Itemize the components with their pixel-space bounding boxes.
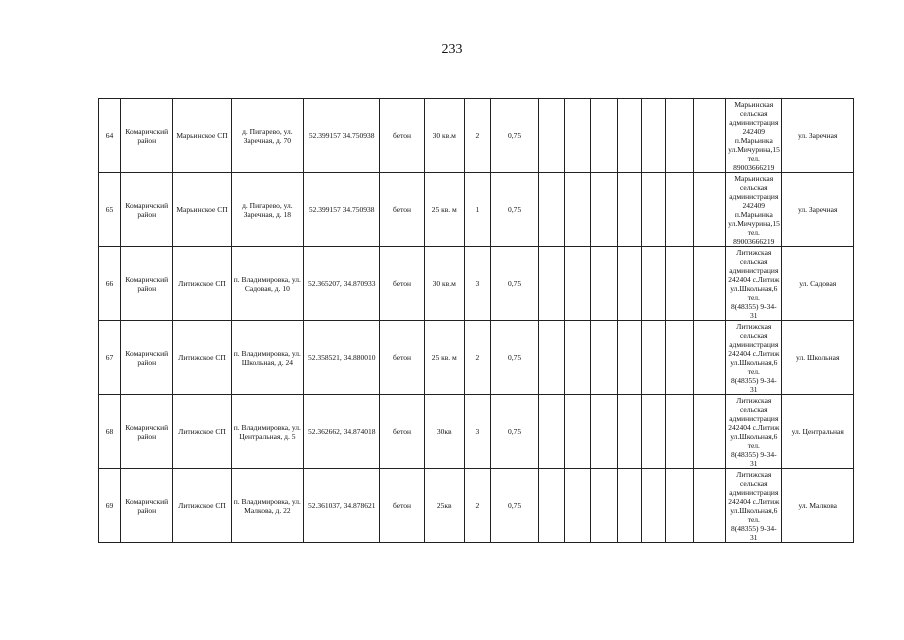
empty-cell	[591, 321, 617, 395]
area-cell: 30 кв.м	[424, 99, 464, 173]
table-row	[99, 247, 854, 321]
address-cell: п. Владимировка, ул. Центральная, д. 5	[231, 395, 303, 469]
row-number: 68	[99, 395, 121, 469]
row-number: 65	[99, 173, 121, 247]
administration-cell: Литижская сельская администрация 242404 с.Литиж ул.Школьная,6 тел. 8(48355) 9-34-31	[726, 395, 782, 469]
district-cell: Комаричский район	[121, 321, 173, 395]
empty-cell	[665, 99, 693, 173]
area-cell: 25кв	[424, 469, 464, 543]
coordinates-cell: 52.399157 34.750938	[304, 173, 380, 247]
district-cell: Комаричский район	[121, 99, 173, 173]
area-cell: 30 кв.м	[424, 247, 464, 321]
table-row	[99, 99, 854, 173]
empty-cell	[565, 247, 591, 321]
settlement-cell: Литижское СП	[173, 321, 231, 395]
empty-cell	[617, 395, 641, 469]
table-row	[99, 469, 854, 543]
container-count-cell: 2	[464, 321, 490, 395]
district-cell: Комаричский район	[121, 395, 173, 469]
empty-cell	[694, 173, 726, 247]
row-number: 67	[99, 321, 121, 395]
empty-cell	[694, 321, 726, 395]
table-row	[99, 173, 854, 247]
empty-cell	[665, 173, 693, 247]
material-cell: бетон	[380, 469, 424, 543]
address-cell: д. Пигарево, ул. Заречная, д. 18	[231, 173, 303, 247]
empty-cell	[565, 469, 591, 543]
container-count-cell: 3	[464, 395, 490, 469]
coordinates-cell: 52.361037, 34.878621	[304, 469, 380, 543]
address-cell: п. Владимировка, ул. Садовая, д. 10	[231, 247, 303, 321]
empty-cell	[591, 395, 617, 469]
empty-cell	[641, 173, 665, 247]
volume-cell: 0,75	[490, 99, 538, 173]
area-cell: 25 кв. м	[424, 173, 464, 247]
container-count-cell: 2	[464, 469, 490, 543]
administration-cell: Марьинская сельская администрация 242409 п.Марьинка ул.Мичурина,15 тел. 89003666219	[726, 99, 782, 173]
empty-cell	[591, 173, 617, 247]
empty-cell	[539, 469, 565, 543]
empty-cell	[539, 395, 565, 469]
district-cell: Комаричский район	[121, 469, 173, 543]
container-count-cell: 3	[464, 247, 490, 321]
empty-cell	[591, 469, 617, 543]
administration-cell: Литижская сельская администрация 242404 с.Литиж ул.Школьная,6 тел. 8(48355) 9-34-31	[726, 247, 782, 321]
settlement-cell: Марьинское СП	[173, 99, 231, 173]
empty-cell	[539, 99, 565, 173]
area-cell: 30кв	[424, 395, 464, 469]
material-cell: бетон	[380, 395, 424, 469]
empty-cell	[591, 99, 617, 173]
empty-cell	[665, 395, 693, 469]
empty-cell	[641, 395, 665, 469]
empty-cell	[617, 247, 641, 321]
empty-cell	[694, 99, 726, 173]
empty-cell	[665, 321, 693, 395]
empty-cell	[694, 247, 726, 321]
volume-cell: 0,75	[490, 321, 538, 395]
container-count-cell: 1	[464, 173, 490, 247]
area-cell: 25 кв. м	[424, 321, 464, 395]
street-cell: ул. Садовая	[782, 247, 854, 321]
empty-cell	[565, 395, 591, 469]
administration-cell: Марьинская сельская администрация 242409 п.Марьинка ул.Мичурина,15 тел. 89003666219	[726, 173, 782, 247]
district-cell: Комаричский район	[121, 247, 173, 321]
coordinates-cell: 52.399157 34.750938	[304, 99, 380, 173]
empty-cell	[641, 247, 665, 321]
registry-table	[98, 98, 854, 543]
settlement-cell: Литижское СП	[173, 469, 231, 543]
empty-cell	[539, 173, 565, 247]
administration-cell: Литижская сельская администрация 242404 с.Литиж ул.Школьная,6 тел. 8(48355) 9-34-31	[726, 469, 782, 543]
settlement-cell: Литижское СП	[173, 247, 231, 321]
address-cell: п. Владимировка, ул. Малкова, д. 22	[231, 469, 303, 543]
empty-cell	[565, 99, 591, 173]
empty-cell	[665, 469, 693, 543]
empty-cell	[617, 99, 641, 173]
empty-cell	[565, 173, 591, 247]
volume-cell: 0,75	[490, 247, 538, 321]
empty-cell	[665, 247, 693, 321]
empty-cell	[539, 321, 565, 395]
volume-cell: 0,75	[490, 395, 538, 469]
row-number: 66	[99, 247, 121, 321]
street-cell: ул. Центральная	[782, 395, 854, 469]
empty-cell	[539, 247, 565, 321]
volume-cell: 0,75	[490, 173, 538, 247]
container-count-cell: 2	[464, 99, 490, 173]
district-cell: Комаричский район	[121, 173, 173, 247]
row-number: 64	[99, 99, 121, 173]
table-row	[99, 395, 854, 469]
settlement-cell: Марьинское СП	[173, 173, 231, 247]
empty-cell	[694, 469, 726, 543]
address-cell: д. Пигарево, ул. Заречная, д. 70	[231, 99, 303, 173]
administration-cell: Литижская сельская администрация 242404 с.Литиж ул.Школьная,6 тел. 8(48355) 9-34-31	[726, 321, 782, 395]
empty-cell	[641, 321, 665, 395]
row-number: 69	[99, 469, 121, 543]
settlement-cell: Литижское СП	[173, 395, 231, 469]
material-cell: бетон	[380, 247, 424, 321]
table-row	[99, 321, 854, 395]
volume-cell: 0,75	[490, 469, 538, 543]
empty-cell	[641, 99, 665, 173]
material-cell: бетон	[380, 99, 424, 173]
empty-cell	[617, 321, 641, 395]
empty-cell	[617, 173, 641, 247]
empty-cell	[694, 395, 726, 469]
empty-cell	[565, 321, 591, 395]
empty-cell	[617, 469, 641, 543]
coordinates-cell: 52.365207, 34.870933	[304, 247, 380, 321]
street-cell: ул. Малкова	[782, 469, 854, 543]
material-cell: бетон	[380, 173, 424, 247]
empty-cell	[591, 247, 617, 321]
empty-cell	[641, 469, 665, 543]
coordinates-cell: 52.362662, 34.874018	[304, 395, 380, 469]
coordinates-cell: 52.358521, 34.880010	[304, 321, 380, 395]
street-cell: ул. Заречная	[782, 173, 854, 247]
street-cell: ул. Заречная	[782, 99, 854, 173]
address-cell: п. Владимировка, ул. Школьная, д. 24	[231, 321, 303, 395]
material-cell: бетон	[380, 321, 424, 395]
street-cell: ул. Школьная	[782, 321, 854, 395]
page-number: 233	[441, 42, 463, 57]
